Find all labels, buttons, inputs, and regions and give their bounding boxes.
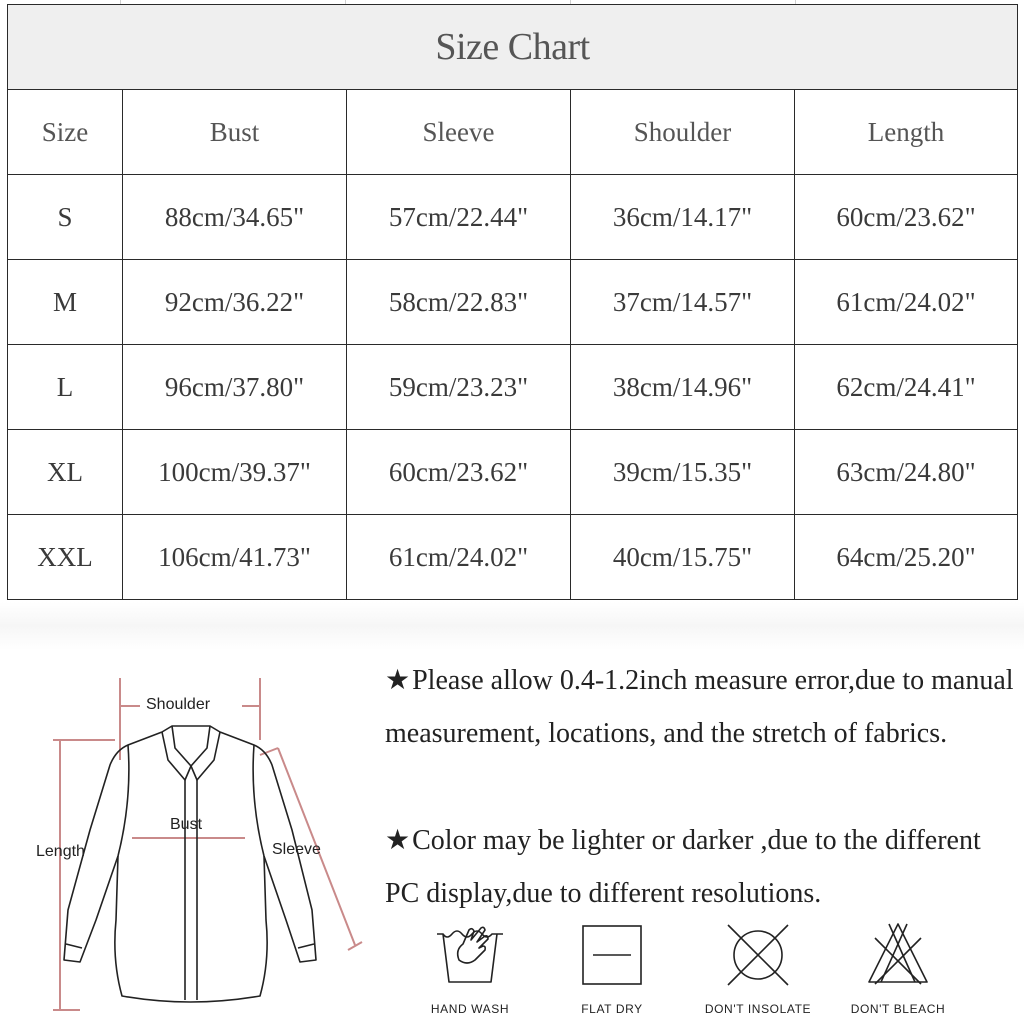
cell-bust: 92cm/36.22" [123,260,347,345]
header-shoulder: Shoulder [571,90,795,175]
care-hand-wash [410,912,530,1024]
bust-label: Bust [170,816,203,833]
length-label: Length [36,843,85,860]
cell-sleeve: 61cm/24.02" [347,515,571,600]
header-bust: Bust [123,90,347,175]
color-note-text: Color may be lighter or darker ,due to the different PC display,due to different resolutions. [385,825,981,909]
hand-wash-icon [435,920,505,990]
cell-sleeve: 60cm/23.62" [347,430,571,515]
cell-length: 61cm/24.02" [795,260,1018,345]
cell-length: 62cm/24.41" [795,345,1018,430]
care-flat-dry [552,912,672,1024]
measurement-note-text: Please allow 0.4-1.2inch measure error,due to manual measurement, locations, and the stretch of fabrics. [385,665,1014,749]
header-length: Length [795,90,1018,175]
star-icon: ★ [385,825,411,856]
table-row [8,345,1018,430]
shoulder-label: Shoulder [146,696,211,713]
care-dont-bleach [838,912,958,1024]
dont-insolate-icon [723,920,793,990]
section-divider [0,602,1024,650]
color-note [385,814,1015,920]
cell-length: 60cm/23.62" [795,175,1018,260]
table-row [8,260,1018,345]
size-chart-title: Size Chart [8,5,1018,90]
cell-size: XXL [8,515,123,600]
measurement-note [385,654,1015,760]
cell-size: XL [8,430,123,515]
size-chart-table [7,4,1018,600]
table-row [8,430,1018,515]
cell-sleeve: 58cm/22.83" [347,260,571,345]
cell-bust: 100cm/39.37" [123,430,347,515]
cell-shoulder: 37cm/14.57" [571,260,795,345]
cell-sleeve: 59cm/23.23" [347,345,571,430]
sleeve-label: Sleeve [272,841,321,858]
cell-shoulder: 39cm/15.35" [571,430,795,515]
star-icon: ★ [385,665,411,696]
shirt-outline [64,726,316,1002]
care-dont-insolate [698,912,818,1024]
table-row [8,175,1018,260]
garment-measurement-diagram [20,660,365,1024]
table-header-row [8,90,1018,175]
cell-size: M [8,260,123,345]
dont-bleach-label: DON'T BLEACH [850,1002,946,1016]
cell-size: L [8,345,123,430]
cell-length: 64cm/25.20" [795,515,1018,600]
cell-shoulder: 38cm/14.96" [571,345,795,430]
cell-length: 63cm/24.80" [795,430,1018,515]
flat-dry-label: FLAT DRY [581,1002,643,1016]
cell-size: S [8,175,123,260]
hand-wash-label: HAND WASH [430,1002,510,1016]
table-row [8,515,1018,600]
cell-sleeve: 57cm/22.44" [347,175,571,260]
header-size: Size [8,90,123,175]
dont-bleach-icon [863,920,933,990]
header-sleeve: Sleeve [347,90,571,175]
dont-insolate-label: DON'T INSOLATE [704,1002,812,1016]
cell-bust: 96cm/37.80" [123,345,347,430]
cell-shoulder: 40cm/15.75" [571,515,795,600]
cell-shoulder: 36cm/14.17" [571,175,795,260]
cell-bust: 106cm/41.73" [123,515,347,600]
cell-bust: 88cm/34.65" [123,175,347,260]
flat-dry-icon [577,920,647,990]
